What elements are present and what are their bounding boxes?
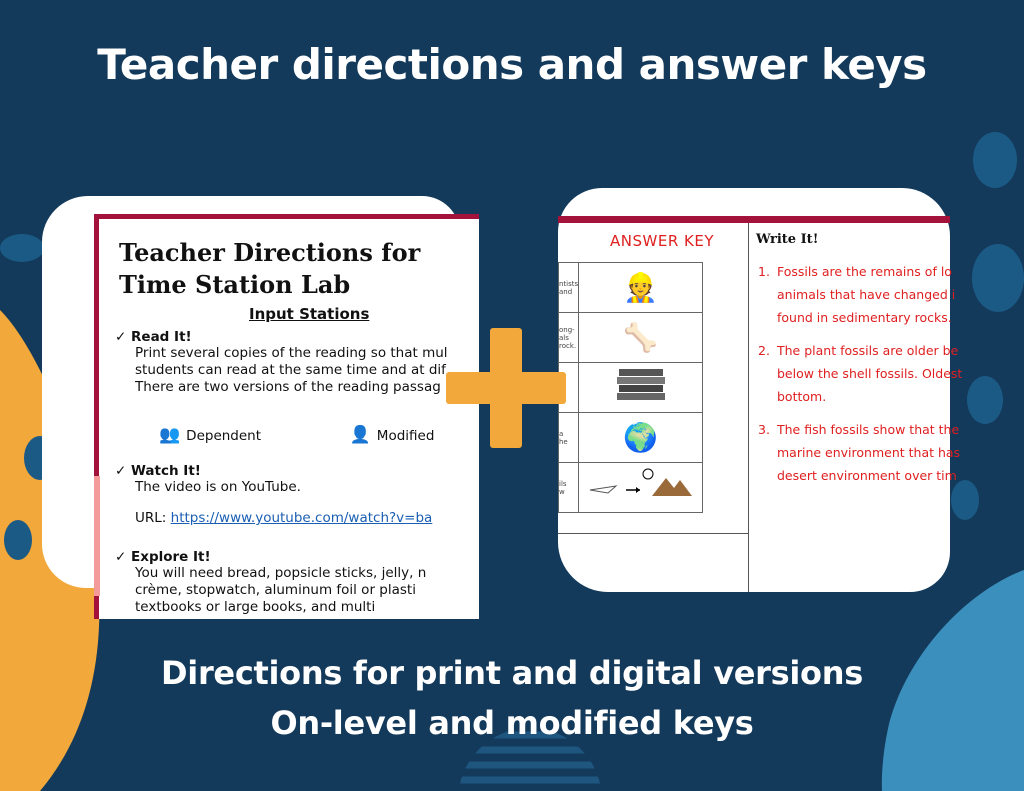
read-line-3: There are two versions of the reading passag [135, 379, 441, 395]
read-section [115, 329, 448, 396]
watch-url-row [115, 510, 432, 527]
fossil-fish-icon: 🦴 [579, 313, 703, 363]
table-row [559, 363, 703, 413]
row-text: ils w [559, 463, 579, 513]
read-line-2: students can read at the same time and at dif [135, 362, 446, 378]
footer-text [0, 648, 1024, 748]
row-text: ong- als rock. [559, 313, 579, 363]
answer-line: below the shell fossils. Oldest [777, 366, 963, 381]
answer-line: The fish fossils show that the [777, 422, 960, 437]
version-modified: Modified [376, 428, 435, 444]
answer-item-1 [758, 260, 988, 329]
plus-icon [444, 326, 568, 450]
answer-line: found in sedimentary rocks. [777, 310, 952, 325]
answer-key-heading: ANSWER KEY [610, 232, 714, 250]
answer-item-2 [758, 339, 988, 408]
answer-table [558, 262, 703, 513]
blue-dot-left-4 [4, 520, 32, 560]
table-row [559, 463, 703, 513]
pink-margin-accent [94, 476, 100, 596]
watch-heading-text: Watch It! [131, 463, 201, 479]
answer-number: 1. [758, 264, 770, 279]
fossil-to-mountain-icon [579, 463, 703, 513]
footer-line-2: On-level and modified keys [270, 704, 754, 742]
watch-heading: ✓ Watch It! [115, 463, 201, 479]
explore-heading: ✓ Explore It! [115, 549, 211, 565]
blue-dot-right-1 [973, 132, 1017, 188]
directions-title-line1: Teacher Directions for [119, 238, 421, 267]
youtube-link[interactable]: https://www.youtube.com/watch?v=ba [170, 510, 433, 526]
explore-line-3: textbooks or large books, and multi [135, 599, 376, 615]
column-divider [748, 223, 749, 592]
answer-line: animals that have changed i [777, 287, 956, 302]
maroon-header-bar [558, 216, 950, 223]
scientist-digging-icon: 👷 [579, 263, 703, 313]
answer-line: Fossils are the remains of lo [777, 264, 952, 279]
read-heading: ✓ Read It! [115, 329, 192, 345]
url-label: URL: [135, 510, 167, 526]
earth-clock-icon: 🌍 [579, 413, 703, 463]
read-line-1: Print several copies of the reading so that mul [135, 345, 448, 361]
version-dependent: Dependent [186, 428, 262, 444]
write-it-heading: Write It! [756, 232, 819, 247]
table-row [559, 413, 703, 463]
table-row [559, 313, 703, 363]
answer-line: bottom. [777, 389, 827, 404]
answer-key-preview [558, 188, 963, 592]
explore-line-1: You will need bread, popsicle sticks, jelly, n [135, 565, 427, 581]
footer-line-1: Directions for print and digital versions [161, 654, 863, 692]
answers-list [758, 260, 988, 497]
table-row [559, 263, 703, 313]
watch-section [115, 463, 432, 527]
page-title: Teacher directions and answer keys [97, 40, 927, 89]
teacher-student-icon: 👤 [349, 425, 371, 445]
directions-page [94, 214, 479, 619]
directions-subtitle: Input Stations [249, 305, 370, 323]
fossil-mountain-svg [586, 466, 696, 502]
answer-item-3 [758, 418, 988, 487]
rock-layers-icon [579, 363, 703, 413]
watch-line: The video is on YouTube. [135, 479, 301, 495]
students-reading-icon: 👥 [159, 425, 181, 445]
rock-layers-svg [615, 365, 667, 403]
row-text: ntists and [559, 263, 579, 313]
answer-line: desert environment over tim [777, 468, 957, 483]
explore-line-2: crème, stopwatch, aluminum foil or plasti [135, 582, 416, 598]
explore-heading-text: Explore It! [131, 549, 211, 565]
directions-title [119, 237, 420, 301]
answer-line: marine environment that has [777, 445, 961, 460]
teacher-directions-preview [42, 196, 460, 615]
answer-number: 3. [758, 422, 770, 437]
directions-title-line2: Time Station Lab [119, 270, 351, 299]
row-text: a he [559, 413, 579, 463]
answer-line: The plant fossils are older be [777, 343, 959, 358]
explore-section [115, 549, 426, 616]
blue-dot-left-1 [0, 234, 44, 262]
reading-versions [159, 425, 434, 445]
table-bottom-line [558, 533, 748, 534]
answer-number: 2. [758, 343, 770, 358]
read-heading-text: Read It! [131, 329, 192, 345]
